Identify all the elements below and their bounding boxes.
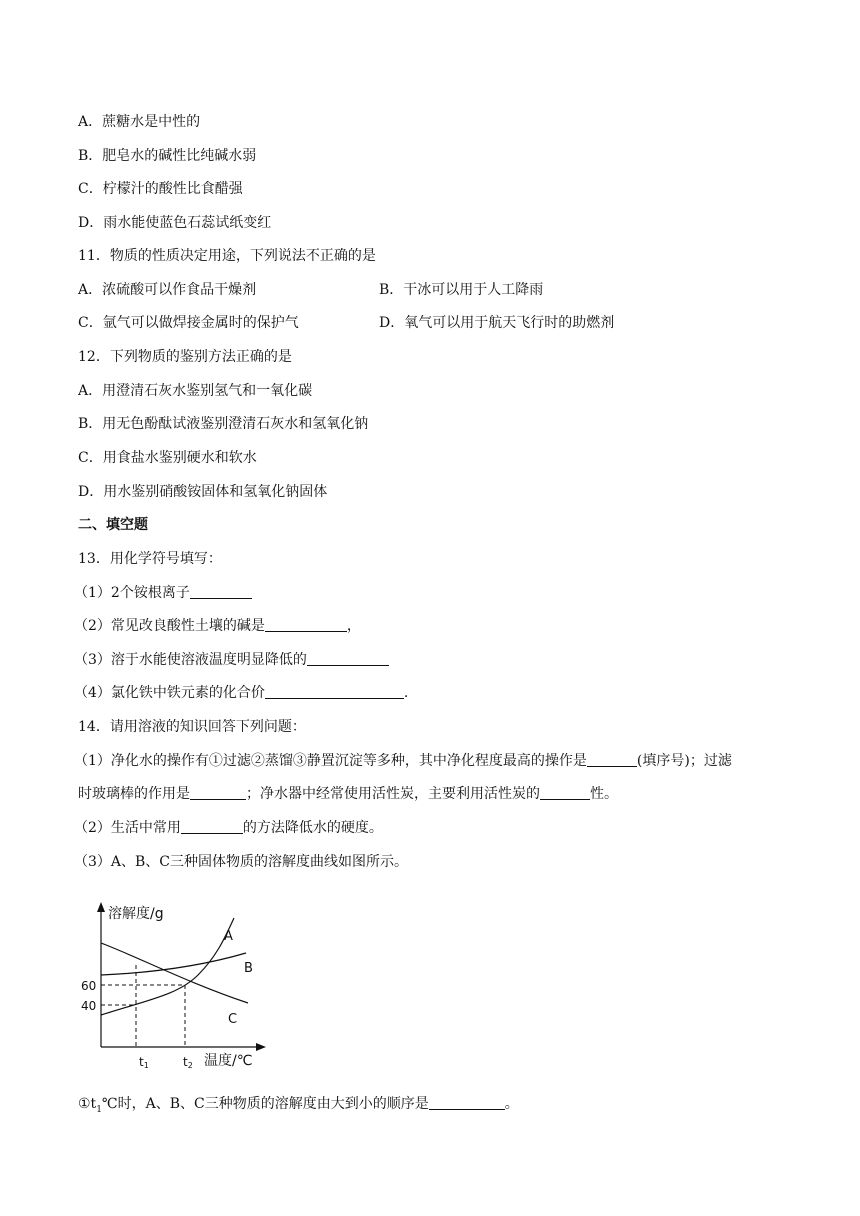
- answer-blank[interactable]: [181, 819, 243, 834]
- q14-part1-line2: [78, 784, 618, 804]
- q13-part3: [74, 650, 389, 670]
- curve-a: [101, 918, 234, 1015]
- answer-blank[interactable]: [540, 785, 590, 800]
- q14-part1-text-a: （1）净化水的操作有①过滤②蒸馏③静置沉淀等多种，其中净化程度最高的操作是: [74, 753, 587, 769]
- q13-part4: [74, 683, 408, 703]
- q11-option-b: B．干冰可以用于人工降雨: [379, 282, 544, 298]
- q10-option-a: A．蔗糖水是中性的: [78, 114, 201, 130]
- x-axis-arrow: [256, 1043, 266, 1051]
- q14-part1-text-c: 时玻璃棒的作用是: [78, 786, 190, 802]
- q14-part1-text-d: ；净水器中经常使用活性炭，主要利用活性炭的: [246, 786, 540, 802]
- q14-subquestion-1: [78, 1094, 519, 1120]
- q10-option-d: D．雨水能使蓝色石蕊试纸变红: [78, 215, 272, 231]
- q11-option-a: A．浓硫酸可以作食品干燥剂: [78, 282, 257, 298]
- q13-part1-text: （1）2个铵根离子: [74, 585, 190, 601]
- q12-option-c: C．用食盐水鉴别硬水和软水: [78, 450, 257, 466]
- solubility-chart: [78, 895, 278, 1075]
- series-label-b: B: [244, 961, 253, 976]
- q14-part1-line1: [74, 751, 732, 771]
- q14-part1-text-e: 性。: [590, 786, 618, 802]
- q14-sub1-end: 。: [504, 1096, 519, 1112]
- q14-part3: （3）A、B、C三种固体物质的溶解度曲线如图所示。: [74, 854, 409, 870]
- q11-option-d: D．氧气可以用于航天飞行时的助燃剂: [379, 315, 615, 331]
- q14-part2: [74, 818, 383, 838]
- q11-option-c: C．氩气可以做焊接金属时的保护气: [78, 315, 299, 331]
- answer-blank[interactable]: [307, 651, 389, 666]
- y-tick-60: 60: [81, 979, 97, 993]
- q11-row-cd: [78, 313, 778, 333]
- answer-blank[interactable]: [587, 752, 637, 767]
- y-tick-40: 40: [81, 999, 97, 1013]
- q12-option-a: A．用澄清石灰水鉴别氢气和一氧化碳: [78, 383, 313, 399]
- q14-part2-text-a: （2）生活中常用: [74, 820, 181, 836]
- section-heading: 二、填空题: [78, 517, 148, 533]
- q13-part4-end: .: [403, 685, 409, 701]
- answer-blank[interactable]: [429, 1095, 505, 1110]
- q13-part1: [74, 583, 252, 603]
- q10-option-c: C．柠檬汁的酸性比食醋强: [78, 181, 243, 197]
- q13-stem: 13．用化学符号填写：: [78, 551, 222, 567]
- q13-part2-text: （2）常见改良酸性土壤的碱是: [74, 618, 265, 634]
- answer-blank[interactable]: [265, 684, 404, 699]
- q12-option-d: D．用水鉴别硝酸铵固体和氢氧化钠固体: [78, 484, 328, 500]
- q14-stem: 14．请用溶液的知识回答下列问题：: [78, 719, 306, 735]
- answer-blank[interactable]: [190, 785, 246, 800]
- answer-blank[interactable]: [190, 584, 252, 599]
- q10-option-b: B．肥皂水的碱性比纯碱水弱: [78, 148, 257, 164]
- q14-sub1-subscript: 1: [96, 1104, 102, 1115]
- q12-stem: 12．下列物质的鉴别方法正确的是: [78, 349, 292, 365]
- q14-sub1-text-a: ①t: [78, 1096, 97, 1112]
- q12-option-b: B．用无色酚酞试液鉴别澄清石灰水和氢氧化钠: [78, 416, 369, 432]
- x-tick-t2: t2: [183, 1055, 193, 1070]
- q13-part3-text: （3）溶于水能使溶液温度明显降低的: [74, 652, 307, 668]
- curve-c: [101, 943, 248, 1003]
- q14-part1-text-b: (填序号)；过滤: [636, 753, 732, 769]
- q13-part2: [74, 616, 361, 636]
- series-label-a: A: [224, 929, 233, 944]
- q13-part4-text: （4）氯化铁中铁元素的化合价: [74, 685, 265, 701]
- x-tick-t1: t1: [139, 1055, 149, 1070]
- series-label-c: C: [228, 1012, 238, 1027]
- q13-part2-end: ，: [346, 618, 361, 634]
- q14-part2-text-b: 的方法降低水的硬度。: [242, 820, 383, 836]
- y-axis-arrow: [97, 902, 105, 912]
- answer-blank[interactable]: [265, 617, 347, 632]
- q11-row-ab: [78, 280, 778, 300]
- curve-b: [101, 953, 246, 975]
- y-axis-label: 溶解度/g: [108, 906, 164, 922]
- q14-sub1-text-b: ℃时，A、B、C三种物质的溶解度由大到小的顺序是: [101, 1096, 429, 1112]
- x-axis-label: 温度/℃: [204, 1053, 253, 1069]
- q11-stem: 11．物质的性质决定用途，下列说法不正确的是: [78, 248, 376, 264]
